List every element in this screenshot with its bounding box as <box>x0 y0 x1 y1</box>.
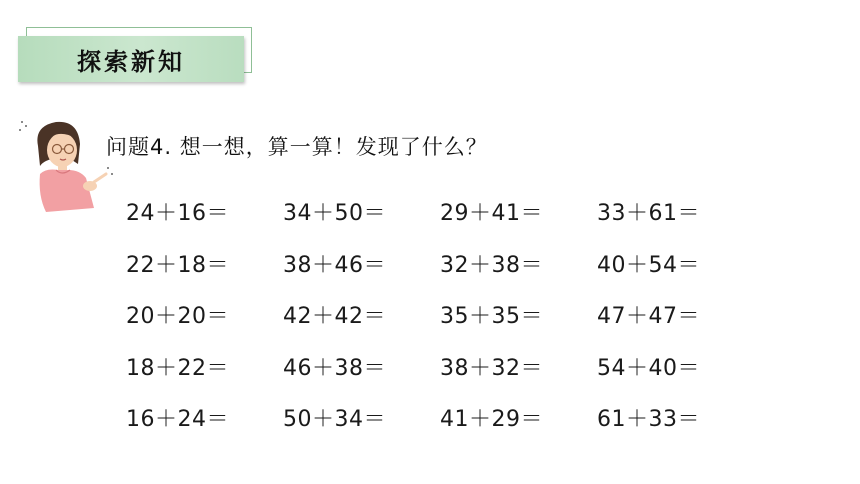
equation: 16＋24＝ <box>126 407 229 432</box>
equation: 61＋33＝ <box>597 407 700 432</box>
equation: 18＋22＝ <box>126 355 229 381</box>
equation: 50＋34＝ <box>283 407 386 432</box>
equation: 33＋61＝ <box>597 201 700 226</box>
equation: 47＋47＝ <box>597 304 700 329</box>
equation: 41＋29＝ <box>440 407 543 432</box>
equation: 38＋46＝ <box>283 252 386 278</box>
section-badge <box>18 36 244 82</box>
equation: 35＋35＝ <box>440 304 543 329</box>
equation: 20＋20＝ <box>126 304 229 329</box>
equation-grid <box>126 196 754 454</box>
equation: 34＋50＝ <box>283 201 386 226</box>
equation: 24＋16＝ <box>126 201 229 226</box>
equation: 22＋18＝ <box>126 252 229 278</box>
question-text: 问题4. 想一想，算一算！发现了什么？ <box>106 135 488 159</box>
girl-illustration <box>16 116 116 220</box>
equation: 46＋38＝ <box>283 355 386 381</box>
equation: 40＋54＝ <box>597 252 700 278</box>
equation: 32＋38＝ <box>440 252 543 278</box>
equation: 54＋40＝ <box>597 355 700 381</box>
equation: 29＋41＝ <box>440 201 543 226</box>
equation: 42＋42＝ <box>283 304 386 329</box>
section-title: 探索新知 <box>77 46 185 76</box>
equation: 38＋32＝ <box>440 355 543 381</box>
